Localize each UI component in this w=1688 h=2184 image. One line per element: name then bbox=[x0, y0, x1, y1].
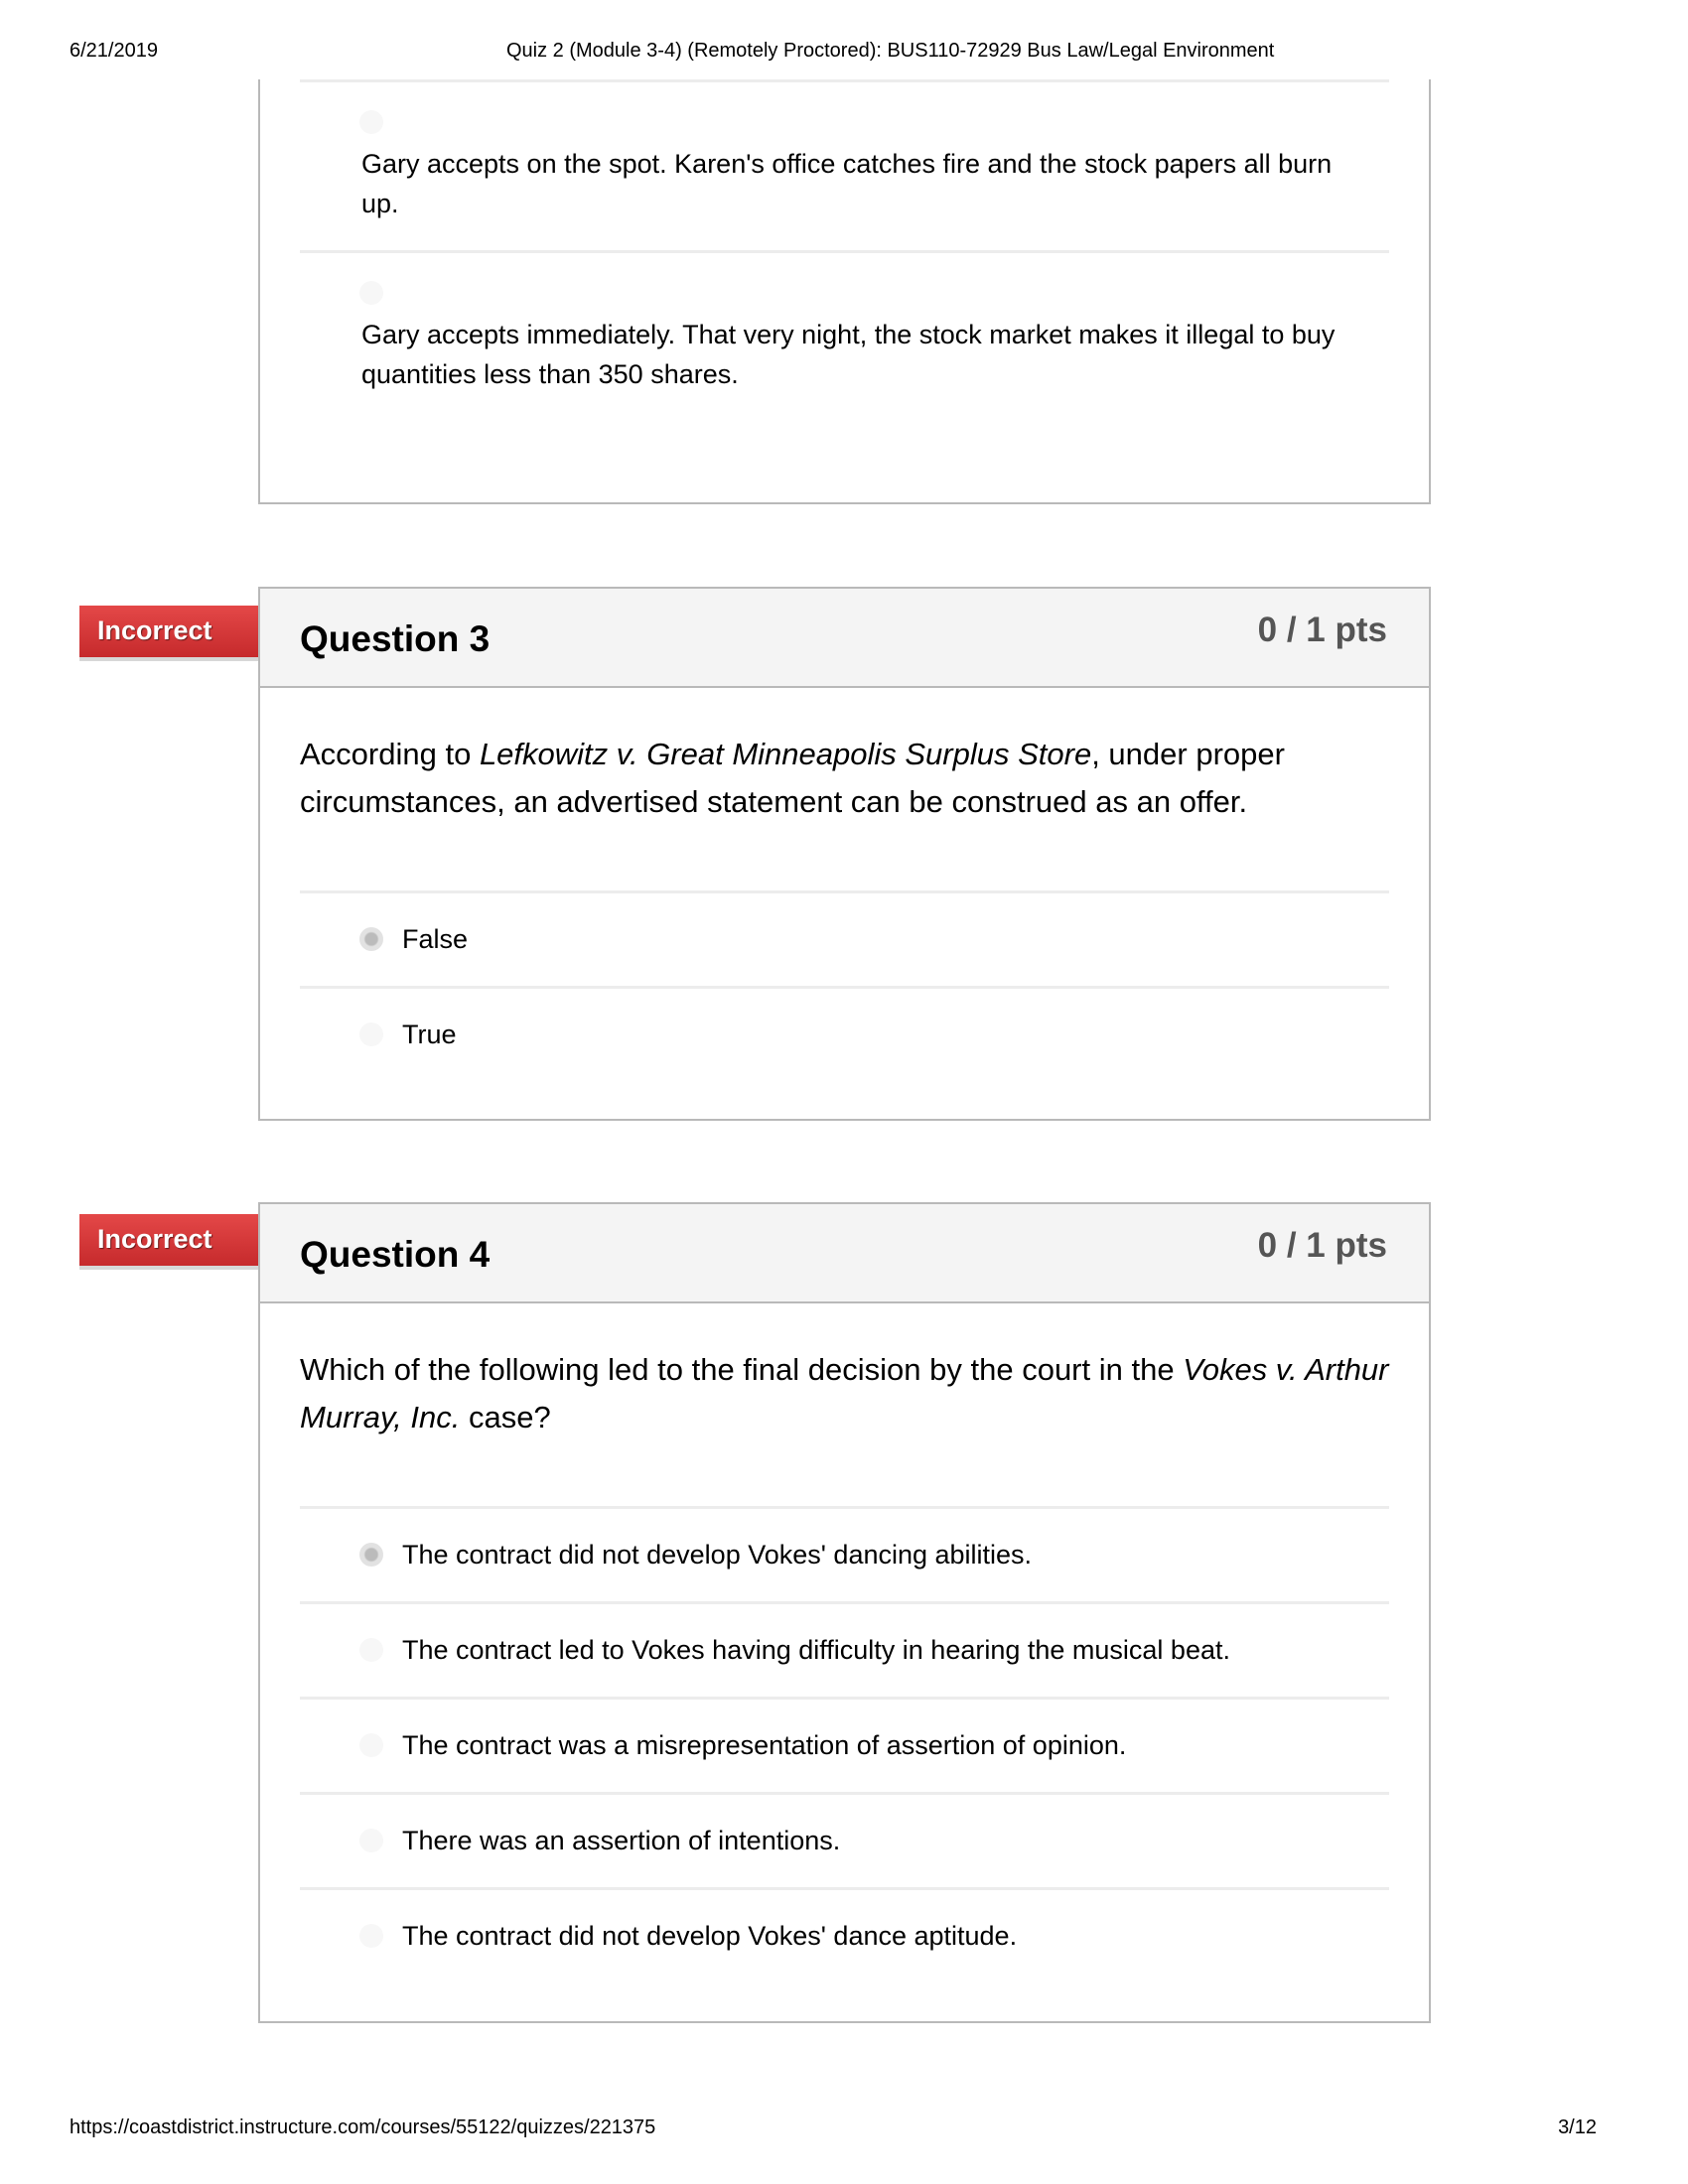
radio-icon[interactable] bbox=[359, 110, 383, 134]
question-text bbox=[300, 1346, 1389, 1441]
incorrect-label: Incorrect bbox=[97, 615, 212, 645]
answer-label: Gary accepts on the spot. Karen's office catches fire and the stock papers all burn up. bbox=[361, 149, 1333, 218]
radio-icon[interactable] bbox=[359, 1733, 383, 1757]
answer-label: There was an assertion of intentions. bbox=[402, 1826, 841, 1855]
question-text bbox=[300, 731, 1389, 826]
answer-option-true[interactable] bbox=[300, 986, 1389, 1081]
question-points: 0 / 1 pts bbox=[1257, 1226, 1387, 1265]
answer-option[interactable] bbox=[300, 79, 1389, 250]
question-title: Question 4 bbox=[300, 1234, 491, 1275]
answer-option[interactable] bbox=[300, 1601, 1389, 1697]
answer-option[interactable] bbox=[300, 1697, 1389, 1792]
radio-selected-icon[interactable] bbox=[359, 927, 383, 951]
question-2-continued-card bbox=[258, 79, 1431, 504]
radio-icon[interactable] bbox=[359, 281, 383, 305]
answer-label: The contract did not develop Vokes' dance aptitude. bbox=[402, 1921, 1018, 1951]
radio-icon[interactable] bbox=[359, 1924, 383, 1948]
question-header bbox=[260, 589, 1429, 688]
answer-label: False bbox=[402, 924, 469, 954]
case-name: Vokes v. Arthur Murray, Inc. bbox=[300, 1352, 1389, 1434]
question-text-post: case? bbox=[460, 1400, 551, 1434]
question-text-post: , under proper circumstances, an advertised statement can be construed as an offer. bbox=[300, 737, 1285, 819]
question-4-card bbox=[258, 1202, 1431, 2023]
answer-option[interactable] bbox=[300, 1506, 1389, 1601]
print-title: Quiz 2 (Module 3-4) (Remotely Proctored): BUS110-72929 Bus Law/Legal Environment bbox=[506, 40, 1275, 62]
question-3-card bbox=[258, 587, 1431, 1121]
radio-icon[interactable] bbox=[359, 1638, 383, 1662]
question-points: 0 / 1 pts bbox=[1257, 611, 1387, 649]
question-header bbox=[260, 1204, 1429, 1303]
answer-option[interactable] bbox=[300, 1887, 1389, 1982]
radio-selected-icon[interactable] bbox=[359, 1543, 383, 1567]
answer-list bbox=[300, 79, 1389, 421]
question-text-pre: Which of the following led to the final decision by the court in the bbox=[300, 1352, 1184, 1387]
answer-label: Gary accepts immediately. That very night, the stock market makes it illegal to buy quantities less than 350 shares. bbox=[361, 320, 1336, 389]
print-date: 6/21/2019 bbox=[70, 40, 158, 62]
answer-label: The contract did not develop Vokes' dancing abilities. bbox=[402, 1540, 1033, 1570]
page-number: 3/12 bbox=[1558, 2116, 1597, 2138]
answer-option[interactable] bbox=[300, 1792, 1389, 1887]
question-title: Question 3 bbox=[300, 618, 491, 659]
answer-label: The contract led to Vokes having difficulty in hearing the musical beat. bbox=[402, 1635, 1230, 1665]
answer-option-false[interactable] bbox=[300, 890, 1389, 986]
radio-icon[interactable] bbox=[359, 1829, 383, 1852]
answer-label: True bbox=[402, 1020, 457, 1049]
incorrect-banner bbox=[79, 606, 268, 657]
answer-label: The contract was a misrepresentation of assertion of opinion. bbox=[402, 1730, 1127, 1760]
answer-list bbox=[300, 890, 1389, 1081]
question-text-pre: According to bbox=[300, 737, 480, 771]
incorrect-banner bbox=[79, 1214, 268, 1266]
case-name: Lefkowitz v. Great Minneapolis Surplus Store bbox=[479, 737, 1092, 771]
print-header bbox=[0, 40, 1688, 69]
print-url: https://coastdistrict.instructure.com/courses/55122/quizzes/221375 bbox=[70, 2116, 656, 2138]
radio-icon[interactable] bbox=[359, 1023, 383, 1046]
incorrect-label: Incorrect bbox=[97, 1224, 212, 1254]
answer-option[interactable] bbox=[300, 250, 1389, 421]
answer-list bbox=[300, 1506, 1389, 1982]
